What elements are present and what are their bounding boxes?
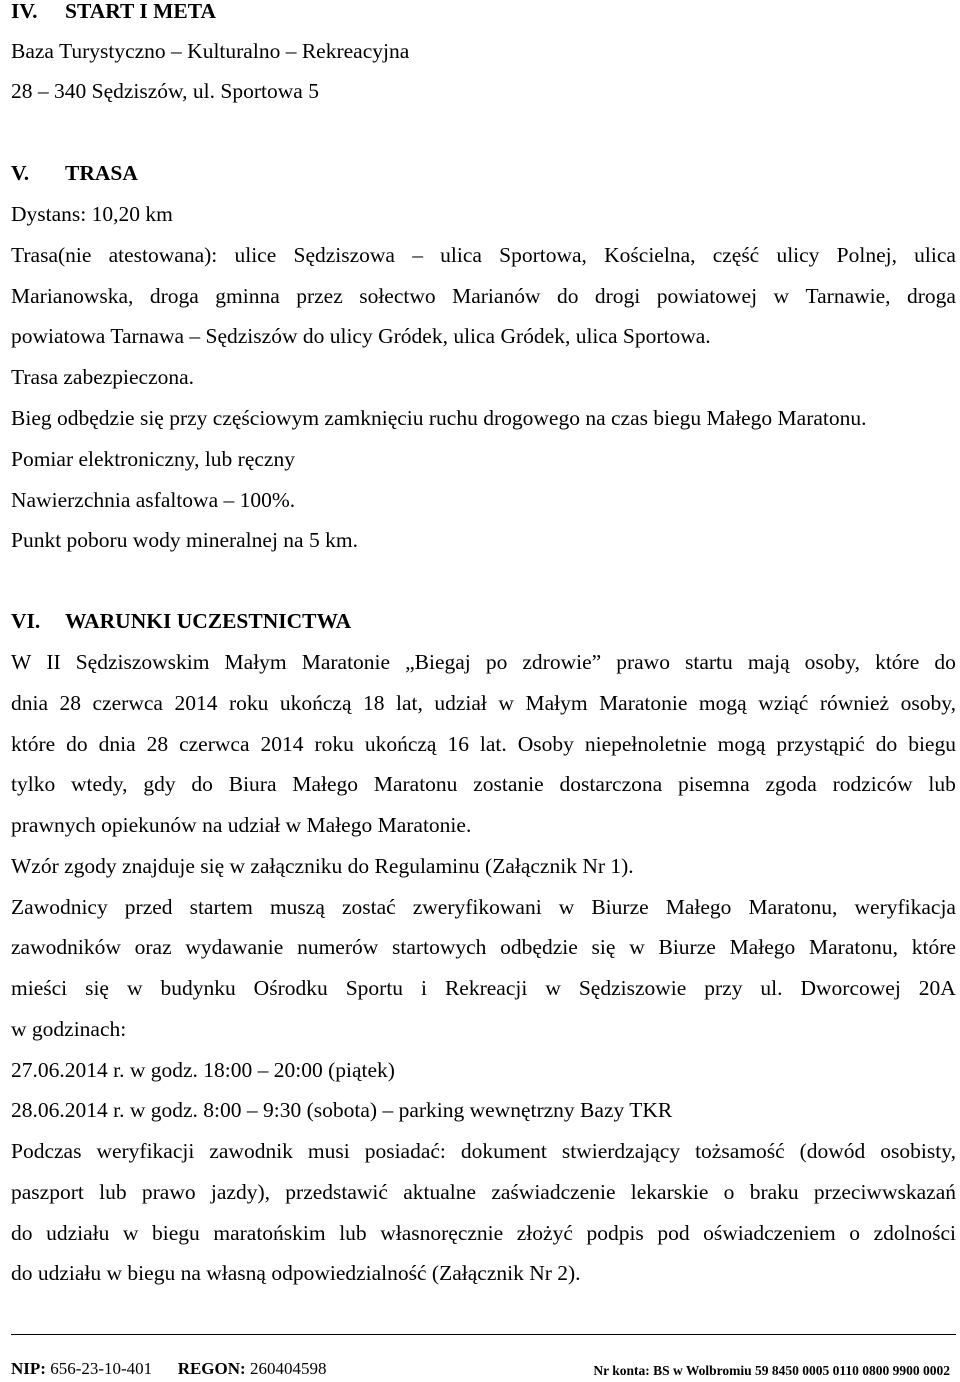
word: pisemna <box>677 772 750 796</box>
word: Trasa(nie <box>11 243 92 267</box>
word: Podczas <box>11 1139 82 1163</box>
word: dostarczona <box>559 772 663 796</box>
word: Sędziszowie <box>578 976 687 1000</box>
word: przy <box>704 976 743 1000</box>
word: mogą <box>717 732 766 756</box>
word: do <box>875 732 898 756</box>
word: w <box>558 895 575 919</box>
word: do <box>556 284 579 308</box>
word: które <box>11 732 56 756</box>
word: się <box>591 935 616 959</box>
paragraph-line: Baza Turystyczno – Kulturalno – Rekreacyjna <box>11 39 410 63</box>
word: muszą <box>269 895 325 919</box>
word: osoby, <box>900 691 956 715</box>
regon-value: 260404598 <box>249 1359 327 1378</box>
word: Marianowska, <box>11 284 134 308</box>
paragraph-line: powiatowa Tarnawa – Sędziszów do ulicy Gródek, ulica Gródek, ulica Sportowa. <box>11 324 711 348</box>
paragraph-line: prawnych opiekunów na udział w Małego Maratonie. <box>11 813 472 837</box>
paragraph-line: Trasa zabezpieczona. <box>11 365 195 389</box>
section-title: WARUNKI UCZESTNICTWA <box>65 609 352 633</box>
paragraph-line-justified <box>11 894 956 920</box>
word: Maratonie <box>301 650 391 674</box>
word: się <box>85 976 109 1000</box>
paragraph-line: w godzinach: <box>11 1017 127 1041</box>
word: atestowana): <box>108 243 218 267</box>
word: 2014 <box>260 732 304 756</box>
paragraph-line-justified <box>11 934 956 960</box>
word: zdrowie” <box>522 650 602 674</box>
word: dnia <box>98 732 136 756</box>
paragraph-line-justified <box>11 731 956 757</box>
word: stwierdzający <box>561 1139 681 1163</box>
word: gminna <box>215 284 280 308</box>
word: Maratonu, <box>748 895 838 919</box>
word: Polnej, <box>836 243 897 267</box>
word: mogą <box>698 691 747 715</box>
word: Małego <box>665 895 732 919</box>
word: Sportowa, <box>499 243 587 267</box>
word: udział <box>434 691 487 715</box>
paragraph-line: 28 – 340 Sędziszów, ul. Sportowa 5 <box>11 79 319 103</box>
section-title: TRASA <box>65 161 138 185</box>
word: maratońskim <box>213 1221 326 1245</box>
word: Maratonie <box>599 691 688 715</box>
paragraph-line-justified <box>11 1138 956 1164</box>
word: odbędzie <box>500 935 578 959</box>
word: w <box>773 284 790 308</box>
word: do <box>11 1221 33 1245</box>
footer-divider <box>11 1334 956 1335</box>
word: mieści <box>11 976 68 1000</box>
word: część <box>712 243 760 267</box>
word: W <box>11 650 32 674</box>
word: ukończą <box>364 732 437 756</box>
word: drogi <box>594 284 641 308</box>
paragraph-line-justified <box>11 690 956 716</box>
paragraph-line: Dystans: 10,20 km <box>11 202 173 226</box>
word: tożsamość <box>695 1139 785 1163</box>
word: 2014 <box>174 691 218 715</box>
word: niepełnoletnie <box>584 732 707 756</box>
paragraph-line-justified <box>11 1220 956 1246</box>
word: Tarnawie, <box>805 284 891 308</box>
paragraph-line: Nawierzchnia asfaltowa – 100%. <box>11 488 296 512</box>
word: Zawodnicy <box>11 895 108 919</box>
word: ulice <box>234 243 277 267</box>
word: lat. <box>479 732 507 756</box>
word: aktualne <box>403 1180 477 1204</box>
word: ulica <box>914 243 956 267</box>
paragraph-line-justified <box>11 242 956 268</box>
word: lekarskie <box>630 1180 709 1204</box>
word: które <box>875 650 920 674</box>
word: roku <box>314 732 354 756</box>
word: podpis <box>586 1221 644 1245</box>
word: zweryfikowani <box>412 895 542 919</box>
word: tylko <box>11 772 56 796</box>
word: lub <box>99 1180 127 1204</box>
word: przeciwwskazań <box>813 1180 956 1204</box>
word: Osoby <box>517 732 574 756</box>
word: Sportu <box>345 976 404 1000</box>
paragraph-line-justified <box>11 649 956 675</box>
word: do <box>66 732 88 756</box>
word: pod <box>657 1221 690 1245</box>
footer <box>11 1358 956 1380</box>
word: budynku <box>160 976 236 1000</box>
word: Małym <box>224 650 287 674</box>
paragraph-line-justified <box>11 283 956 309</box>
word: 28 <box>59 691 82 715</box>
word: zdolności <box>873 1221 956 1245</box>
word: Maratonu <box>373 772 458 796</box>
section-number: VI. <box>11 609 41 633</box>
paragraph-line: 28.06.2014 r. w godz. 8:00 – 9:30 (sobota) – parking wewnętrzny Bazy TKR <box>11 1098 673 1122</box>
word: o <box>849 1221 860 1245</box>
word: dnia <box>11 691 49 715</box>
nip-value: 656-23-10-401 <box>50 1359 153 1378</box>
word: do <box>191 772 213 796</box>
word: które <box>911 935 956 959</box>
word: wtedy, <box>71 772 128 796</box>
word: posiadać: <box>364 1139 446 1163</box>
paragraph-line-justified <box>11 771 956 797</box>
word: Kościelna, <box>604 243 696 267</box>
word: wziąć <box>758 691 809 715</box>
word: rodziców <box>832 772 913 796</box>
word: zawodnik <box>209 1139 293 1163</box>
word: – <box>412 243 423 267</box>
regon-label: REGON: <box>177 1359 246 1378</box>
word: 28 <box>146 732 169 756</box>
word: zostać <box>341 895 396 919</box>
word: udziału <box>46 1221 110 1245</box>
word: Sędziszowa <box>293 243 395 267</box>
word: powiatowej <box>656 284 758 308</box>
nip-label: NIP: <box>11 1359 46 1378</box>
word: 16 <box>447 732 469 756</box>
word: dokument <box>460 1139 547 1163</box>
paragraph-line: do udziału w biegu na własną odpowiedzialność (Załącznik Nr 2). <box>11 1261 581 1285</box>
word: przedstawić <box>285 1180 388 1204</box>
paragraph-line: Wzór zgody znajduje się w załączniku do Regulaminu (Załącznik Nr 1). <box>11 854 634 878</box>
word: czerwca <box>92 691 163 715</box>
word: startowych <box>392 935 487 959</box>
word: i <box>421 976 427 1000</box>
bank-account: Nr konta: BS w Wolbromiu 59 8450 0005 0110 0800 9900 0002 <box>593 1363 950 1378</box>
word: oświadczeniem <box>703 1221 836 1245</box>
word: czerwca <box>179 732 250 756</box>
word: startu <box>685 650 733 674</box>
word: biegu <box>908 732 956 756</box>
word: paszport <box>11 1180 84 1204</box>
word: numerów <box>297 935 379 959</box>
word: biegu <box>152 1221 200 1245</box>
word: mają <box>747 650 790 674</box>
word: własnoręcznie <box>380 1221 504 1245</box>
word: weryfikacji <box>96 1139 195 1163</box>
word: w <box>545 976 561 1000</box>
word: Małego <box>292 772 359 796</box>
word: w <box>498 691 514 715</box>
word: musi <box>307 1139 350 1163</box>
word: o <box>723 1180 735 1204</box>
word: 20A <box>918 976 956 1000</box>
word: sołectwo <box>359 284 436 308</box>
paragraph-line: Punkt poboru wody mineralnej na 5 km. <box>11 528 358 552</box>
word: prawo <box>616 650 670 674</box>
word: ul. <box>760 976 783 1000</box>
word: Ośrodku <box>253 976 328 1000</box>
word: oraz <box>134 935 172 959</box>
section-number: IV. <box>11 0 38 23</box>
word: Małego <box>729 935 796 959</box>
paragraph-line: Pomiar elektroniczny, lub ręczny <box>11 447 295 471</box>
word: osobisty, <box>880 1139 956 1163</box>
word: przed <box>124 895 173 919</box>
word: Biurze <box>658 935 716 959</box>
word: gdy <box>143 772 176 796</box>
word: lub <box>339 1221 367 1245</box>
section-heading-warunki <box>11 608 351 634</box>
word: zawodników <box>11 935 121 959</box>
word: droga <box>906 284 956 308</box>
word: braku <box>749 1180 799 1204</box>
word: do <box>934 650 956 674</box>
word: w <box>629 935 645 959</box>
word: również <box>819 691 890 715</box>
section-number: V. <box>11 161 30 185</box>
paragraph-line: Bieg odbędzie się przy częściowym zamknięciu ruchu drogowego na czas biegu Małego Maratonu. <box>11 406 867 430</box>
word: zostanie <box>473 772 544 796</box>
paragraph-line-justified <box>11 975 956 1001</box>
word: zgoda <box>765 772 817 796</box>
word: złożyć <box>516 1221 573 1245</box>
word: wydawanie <box>185 935 284 959</box>
word: w <box>126 976 143 1000</box>
word: prawo <box>141 1180 196 1204</box>
word: jazdy), <box>210 1180 270 1204</box>
word: droga <box>149 284 199 308</box>
word: Biura <box>228 772 277 796</box>
word: osoby, <box>804 650 861 674</box>
word: Biurze <box>591 895 649 919</box>
word: lub <box>928 772 956 796</box>
word: Maratonu, <box>809 935 898 959</box>
word: Marianów <box>452 284 541 308</box>
word: Rekreacji <box>444 976 528 1000</box>
word: II <box>46 650 61 674</box>
word: Małym <box>525 691 588 715</box>
word: lat, <box>396 691 423 715</box>
word: przez <box>296 284 343 308</box>
word: 18 <box>363 691 385 715</box>
section-heading-trasa <box>11 160 138 186</box>
word: Sędziszowskim <box>75 650 210 674</box>
word: startem <box>189 895 253 919</box>
paragraph-line: 27.06.2014 r. w godz. 18:00 – 20:00 (piątek) <box>11 1058 395 1082</box>
word: weryfikacja <box>854 895 956 919</box>
word: w <box>122 1221 139 1245</box>
section-heading-start-meta <box>11 0 216 24</box>
word: roku <box>228 691 269 715</box>
section-title: START I META <box>65 0 216 23</box>
word: przystąpić <box>776 732 865 756</box>
word: Dworcowej <box>800 976 901 1000</box>
word: zaświadczenie <box>491 1180 616 1204</box>
paragraph-line-justified <box>11 1179 956 1205</box>
word: ukończą <box>279 691 352 715</box>
word: (dowód <box>799 1139 866 1163</box>
word: „Biegaj <box>405 650 471 674</box>
word: ulica <box>440 243 482 267</box>
word: ulicy <box>776 243 820 267</box>
word: po <box>485 650 508 674</box>
